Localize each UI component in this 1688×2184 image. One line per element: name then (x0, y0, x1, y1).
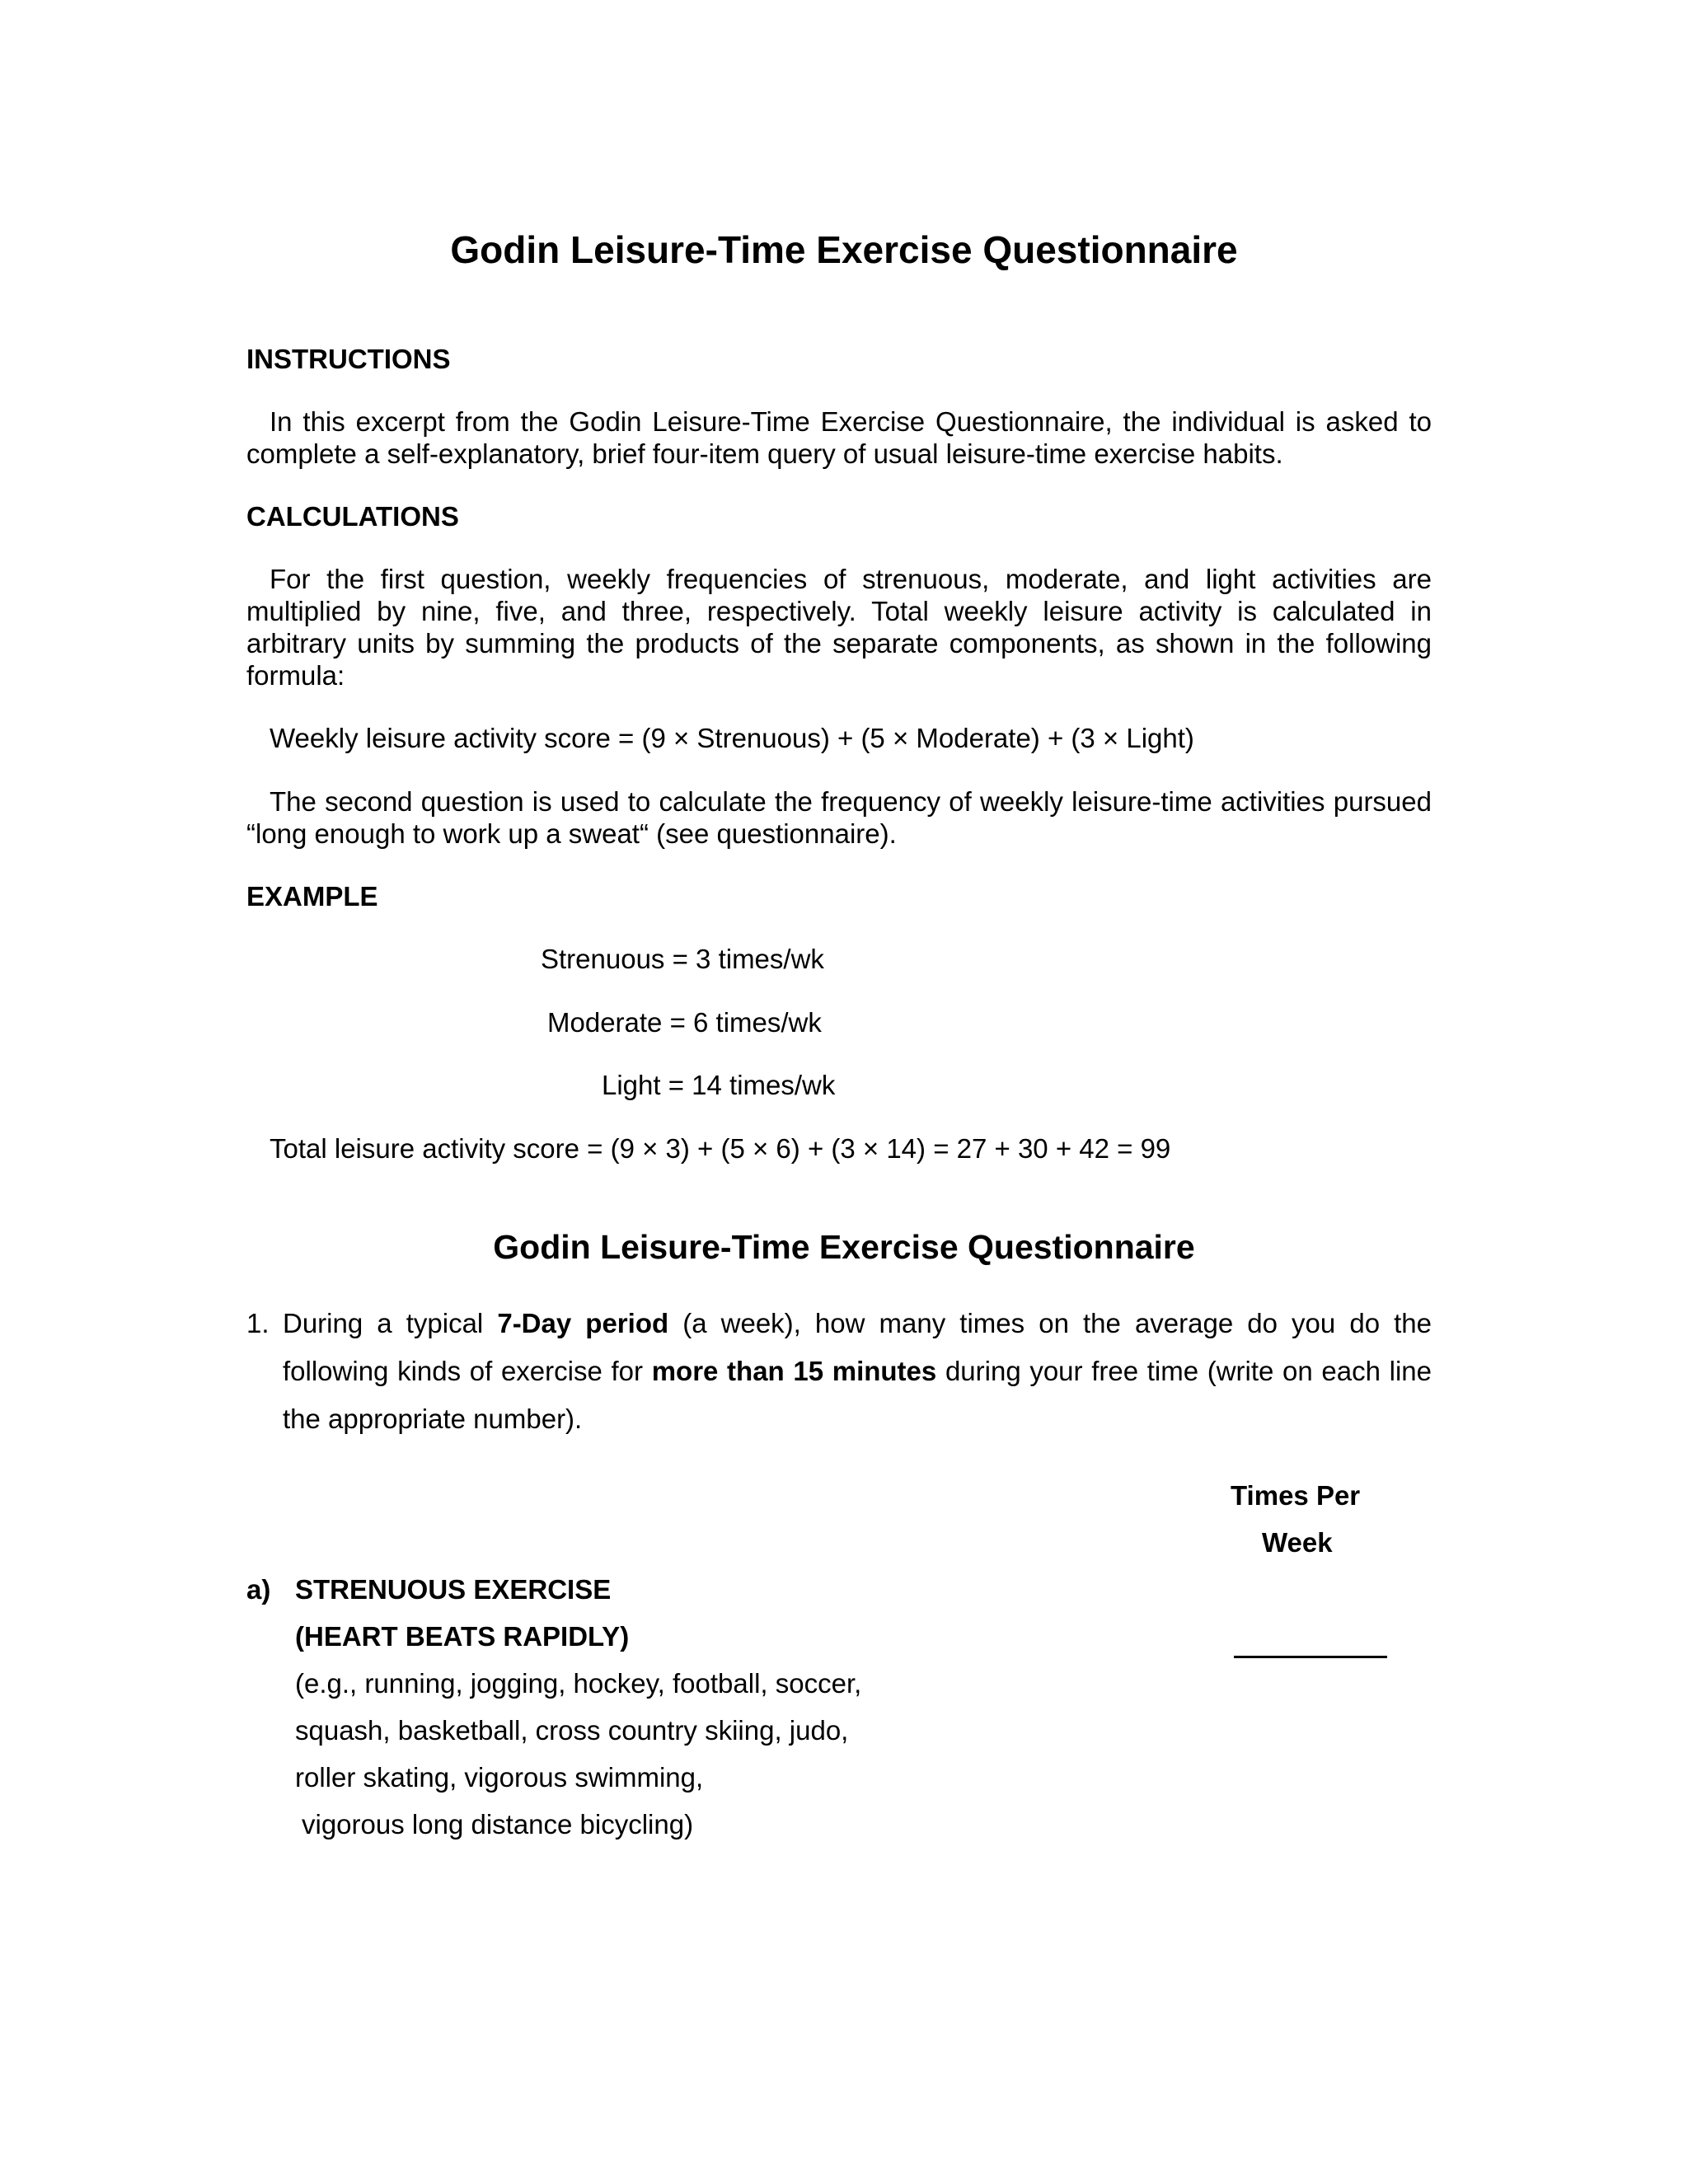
calculations-text: For the first question, weekly frequencies of strenuous, moderate, and light activities are multiplied by nine, five, and three, respectively. Total weekly leisure activity is calculated in arbitrary units by summing the products of the separate components, as shown in the following formula: (246, 564, 1432, 691)
item-a-desc-line4: vigorous long distance bicycling) (302, 1809, 694, 1840)
second-question-text: The second question is used to calculate the frequency of weekly leisure-time activities pursued “long enough to work up a sweat“ (see questionnaire). (246, 786, 1432, 849)
questionnaire-title: Godin Leisure-Time Exercise Questionnaire (493, 1228, 1195, 1266)
question-emphasis: more than 15 minutes (651, 1356, 937, 1386)
strenuous-answer-field[interactable] (1234, 1656, 1387, 1658)
question-1 (246, 1300, 1432, 1443)
question-number: 1. (246, 1308, 270, 1338)
example-heading: EXAMPLE (246, 881, 378, 912)
column-header-times-per: Times Per (1231, 1480, 1361, 1511)
question-1-text (283, 1300, 1432, 1443)
question-emphasis: 7-Day period (497, 1308, 669, 1338)
instructions-heading: INSTRUCTIONS (246, 344, 451, 374)
instructions-text: In this excerpt from the Godin Leisure-Time Exercise Questionnaire, the individual is asked to complete a self-explanatory, brief four-item query of usual leisure-time exercise habits. (246, 406, 1432, 469)
question-text-part: during your free time (write on each line the appropriate number). (283, 1356, 1432, 1434)
example-strenuous: Strenuous = 3 times/wk (541, 944, 824, 974)
example-light: Light = 14 times/wk (602, 1070, 836, 1100)
column-header-week: Week (1262, 1527, 1333, 1558)
item-a-label: a) (246, 1574, 271, 1605)
page-title: Godin Leisure-Time Exercise Questionnaire (450, 228, 1238, 271)
formula-text: Weekly leisure activity score = (9 × Strenuous) + (5 × Moderate) + (3 × Light) (270, 723, 1194, 753)
question-text-part: During a typical (283, 1308, 484, 1338)
item-a-title-line1: STRENUOUS EXERCISE (295, 1574, 612, 1605)
item-a-title-line2: (HEART BEATS RAPIDLY) (295, 1621, 630, 1652)
example-total: Total leisure activity score = (9 × 3) + (5 × 6) + (3 × 14) = 27 + 30 + 42 = 99 (270, 1133, 1171, 1164)
question-text-part: (a week), how many times on the average do you do the following kinds of exercise for (283, 1308, 1432, 1386)
calculations-heading: CALCULATIONS (246, 501, 459, 532)
item-a-desc-line3: roller skating, vigorous swimming, (295, 1762, 704, 1793)
example-moderate: Moderate = 6 times/wk (547, 1007, 822, 1038)
item-a-desc-line1: (e.g., running, jogging, hockey, football, soccer, (295, 1668, 862, 1699)
item-a-desc-line2: squash, basketball, cross country skiing, judo, (295, 1715, 849, 1746)
